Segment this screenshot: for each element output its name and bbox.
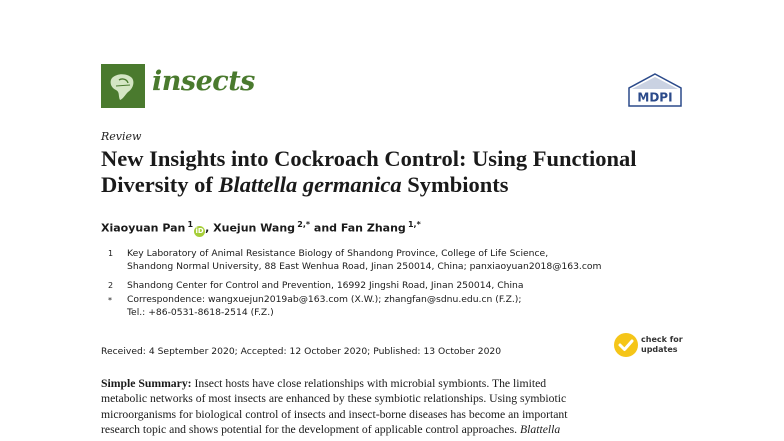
author-name[interactable]: Xuejun Wang bbox=[213, 221, 296, 235]
affiliation-2 bbox=[127, 280, 523, 293]
affiliation-mark: 2 bbox=[108, 281, 114, 290]
check-for-updates-label bbox=[641, 335, 683, 354]
summary-line: metabolic networks of most insects are enhanced by these symbiotic relationships. Using symbiotic bbox=[101, 392, 567, 406]
publisher-name: MDPI bbox=[637, 90, 673, 105]
journal-name: insects bbox=[152, 66, 255, 97]
title-line-1: New Insights into Cockroach Control: Using Functional bbox=[101, 146, 637, 171]
summary-heading: Simple Summary: bbox=[101, 377, 192, 390]
insect-logo-icon bbox=[101, 64, 145, 108]
simple-summary bbox=[101, 376, 686, 438]
affiliation-line: Key Laboratory of Animal Resistance Biology of Shandong Province, College of Life Science, bbox=[127, 248, 549, 259]
affiliation-line: Shandong Center for Control and Prevention, 16992 Jingshi Road, Jinan 250014, China bbox=[127, 280, 524, 291]
mdpi-logo bbox=[628, 73, 682, 107]
summary-text: Insect hosts have close relationships with microbial symbionts. The limited bbox=[191, 377, 547, 390]
author-name[interactable]: Fan Zhang bbox=[340, 221, 406, 235]
summary-line: microorganisms for biological control of insects and insect-borne diseases has become an important bbox=[101, 407, 568, 421]
article-type: Review bbox=[101, 130, 142, 143]
correspondence-line: Correspondence: wangxuejun2019ab@163.com (X.W.); zhangfan@sdnu.edu.cn (F.Z.); bbox=[127, 294, 522, 305]
affiliation-mark: 1 bbox=[108, 249, 114, 258]
affiliation-line: Shandong Normal University, 88 East Wenhua Road, Jinan 250014, China; panxiaoyuan2018@163.com bbox=[127, 260, 602, 272]
summary-text: research topic and shows potential for the development of applicable control approaches. bbox=[101, 423, 520, 437]
article-title bbox=[101, 146, 721, 198]
author-name[interactable]: Xiaoyuan Pan bbox=[101, 221, 186, 235]
author-separator: , bbox=[205, 221, 210, 235]
summary-line bbox=[101, 376, 686, 391]
affiliation-1 bbox=[127, 248, 601, 274]
author-sup: 1,* bbox=[407, 220, 421, 229]
checkmark-icon bbox=[614, 333, 638, 357]
summary-line bbox=[101, 422, 686, 437]
affiliation-mark: * bbox=[108, 296, 112, 305]
check-for-updates-button[interactable] bbox=[614, 333, 694, 359]
summary-species: Blattella bbox=[519, 423, 561, 437]
cfu-line-1: check for bbox=[641, 335, 683, 344]
publication-dates: Received: 4 September 2020; Accepted: 12 October 2020; Published: 13 October 2020 bbox=[101, 346, 502, 357]
author-sup: 2,* bbox=[297, 220, 311, 229]
author-and: and bbox=[313, 221, 338, 235]
cfu-line-2: updates bbox=[641, 344, 678, 354]
author-sup: 1 bbox=[187, 220, 194, 229]
title-species: Blattella germanica bbox=[218, 172, 402, 197]
orcid-icon[interactable]: iD bbox=[195, 226, 204, 235]
author-list bbox=[101, 220, 421, 237]
correspondence bbox=[127, 294, 521, 320]
correspondence-line: Tel.: +86-0531-8618-2514 (F.Z.) bbox=[127, 306, 274, 318]
title-text-a: Diversity of bbox=[101, 172, 219, 197]
journal-logo bbox=[101, 64, 145, 108]
title-text-b: Symbionts bbox=[401, 172, 509, 197]
title-line-2 bbox=[101, 172, 721, 198]
